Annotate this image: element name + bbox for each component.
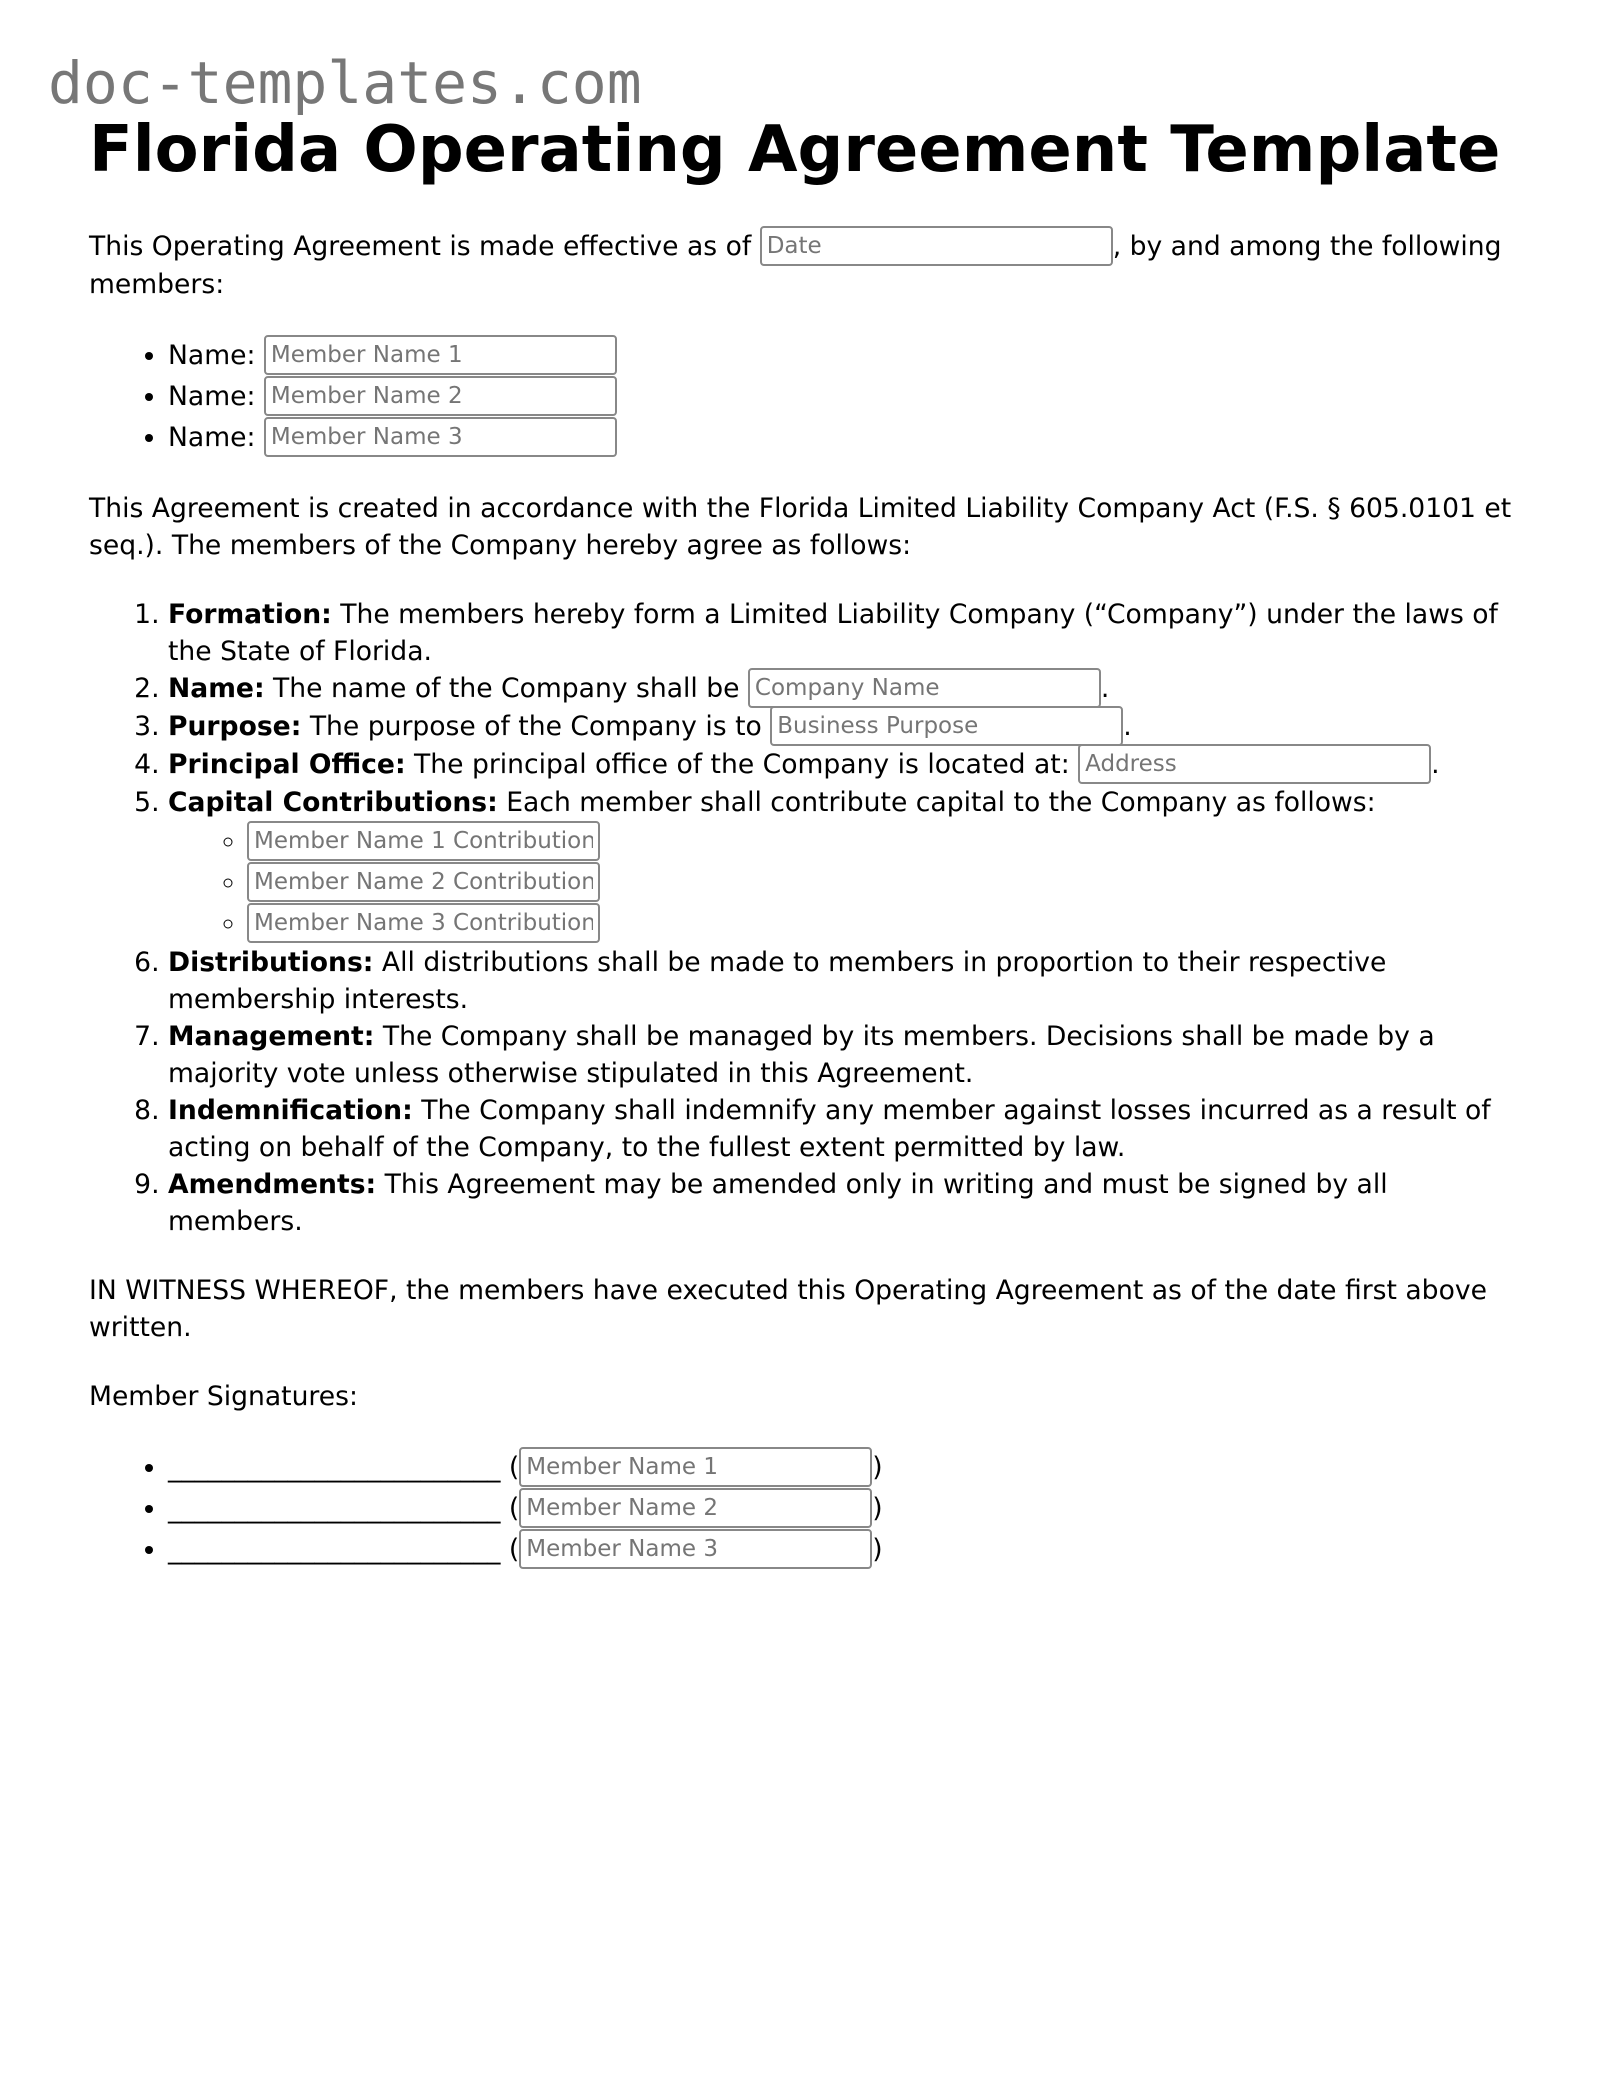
clause-name <box>168 670 1529 708</box>
name-label: Name: <box>168 340 256 371</box>
list-item <box>168 417 1529 458</box>
name-label: Name: <box>168 422 256 453</box>
period: . <box>1100 673 1110 704</box>
address-input[interactable] <box>1078 744 1431 784</box>
paren-open: ( <box>500 1493 520 1524</box>
clause-title: Purpose: <box>168 711 302 742</box>
clause-formation <box>168 596 1529 670</box>
accordance-paragraph: This Agreement is created in accordance with the Florida Limited Liability Company Act (F.S. § 605.0101 et seq.). The members of the Company hereby agree as follows: <box>89 493 1512 561</box>
member-1-contribution-input[interactable] <box>247 821 600 861</box>
list-item <box>247 903 1529 944</box>
paren-close: ) <box>872 1534 883 1565</box>
paren-close: ) <box>872 1493 883 1524</box>
signature-line: _________________________ <box>168 1452 501 1483</box>
clause-title: Management: <box>168 1021 375 1052</box>
business-purpose-input[interactable] <box>770 706 1123 746</box>
watermark: doc-templates.com <box>48 49 642 117</box>
paren-close: ) <box>872 1452 883 1483</box>
member-3-contribution-input[interactable] <box>247 903 600 943</box>
list-item <box>247 821 1529 862</box>
clause-title: Amendments: <box>168 1169 377 1200</box>
witness-paragraph: IN WITNESS WHEREOF, the members have executed this Operating Agreement as of the date first above written. <box>89 1275 1487 1343</box>
member-list <box>89 335 1529 458</box>
clause-management <box>168 1018 1529 1092</box>
intro-paragraph <box>89 228 1529 303</box>
clause-text: The members hereby form a Limited Liability Company (“Company”) under the laws of the State of Florida. <box>168 599 1498 667</box>
intro-text: This Operating Agreement is made effective as of <box>89 231 760 262</box>
signature-list <box>89 1447 1529 1570</box>
signature-name-3-input[interactable] <box>519 1529 872 1569</box>
clause-text: The purpose of the Company is to <box>301 711 771 742</box>
clause-list <box>89 596 1529 1240</box>
clause-amendments <box>168 1166 1529 1240</box>
signature-row <box>168 1447 1529 1488</box>
paren-open: ( <box>500 1534 520 1565</box>
member-name-2-input[interactable] <box>264 376 617 416</box>
name-label: Name: <box>168 381 256 412</box>
date-input[interactable] <box>760 226 1113 266</box>
signature-name-1-input[interactable] <box>519 1447 872 1487</box>
clause-text: The name of the Company shall be <box>264 673 748 704</box>
clause-title: Formation: <box>168 599 332 630</box>
list-item <box>168 335 1529 376</box>
signature-line: _________________________ <box>168 1493 501 1524</box>
clause-title: Distributions: <box>168 947 374 978</box>
period: . <box>1431 749 1440 780</box>
clause-title: Capital Contributions: <box>168 787 498 818</box>
clause-title: Name: <box>168 673 265 704</box>
signature-name-2-input[interactable] <box>519 1488 872 1528</box>
member-name-3-input[interactable] <box>264 417 617 457</box>
member-2-contribution-input[interactable] <box>247 862 600 902</box>
document <box>89 112 1529 1602</box>
clause-text: This Agreement may be amended only in writing and must be signed by all members. <box>168 1169 1388 1237</box>
member-name-1-input[interactable] <box>264 335 617 375</box>
clause-title: Indemnification: <box>168 1095 413 1126</box>
clause-text: The principal office of the Company is located at: <box>405 749 1079 780</box>
clause-title: Principal Office: <box>168 749 406 780</box>
clause-text: The Company shall be managed by its members. Decisions shall be made by a majority vote unless otherwise stipulated in this Agreement. <box>168 1021 1435 1089</box>
clause-principal-office <box>168 746 1529 784</box>
signature-line: _________________________ <box>168 1534 501 1565</box>
signature-row <box>168 1488 1529 1529</box>
page-title: Florida Operating Agreement Template <box>89 113 1501 187</box>
intro-text-end: , by and among the following members: <box>89 231 1502 300</box>
list-item <box>247 862 1529 903</box>
signature-row <box>168 1529 1529 1570</box>
period: . <box>1123 711 1132 742</box>
clause-purpose <box>168 708 1529 746</box>
clause-text: The Company shall indemnify any member against losses incurred as a result of acting on behalf of the Company, to the fullest extent permitted by law. <box>168 1095 1491 1163</box>
contribution-list <box>168 821 1529 944</box>
clause-text: All distributions shall be made to members in proportion to their respective membership interests. <box>168 947 1387 1015</box>
clause-capital-contributions <box>168 784 1529 944</box>
clause-indemnification <box>168 1092 1529 1166</box>
clause-text: Each member shall contribute capital to the Company as follows: <box>497 787 1376 818</box>
clause-distributions <box>168 944 1529 1018</box>
company-name-input[interactable] <box>748 668 1101 708</box>
list-item <box>168 376 1529 417</box>
paren-open: ( <box>500 1452 520 1483</box>
signatures-label: Member Signatures: <box>89 1381 358 1412</box>
